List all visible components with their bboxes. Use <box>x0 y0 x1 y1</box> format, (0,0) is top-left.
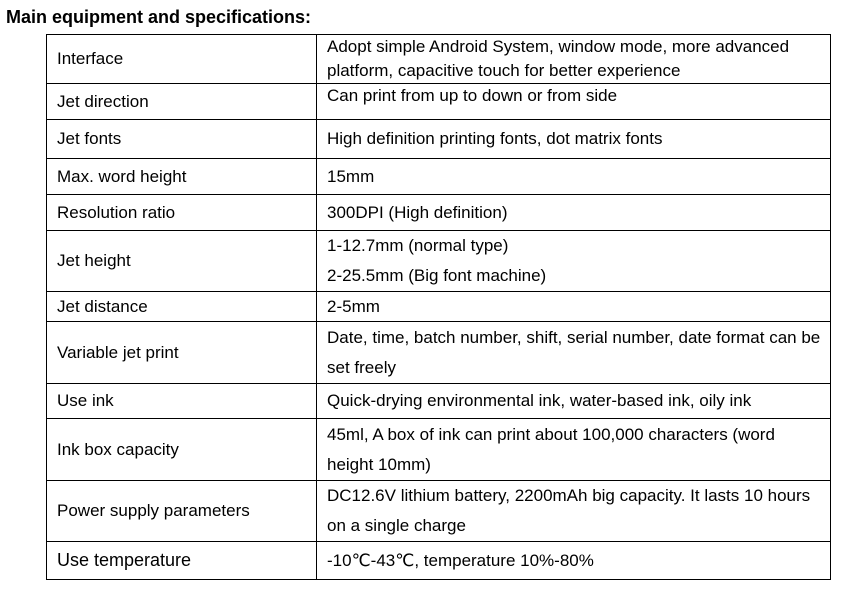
spec-value-line: 1-12.7mm (normal type) <box>327 236 509 255</box>
spec-value <box>317 195 831 231</box>
spec-label: Interface <box>47 35 317 84</box>
spec-label: Max. word height <box>47 159 317 195</box>
table-row <box>47 322 831 384</box>
table-row <box>47 542 831 580</box>
table-row <box>47 195 831 231</box>
spec-value <box>317 542 831 580</box>
spec-label: Resolution ratio <box>47 195 317 231</box>
spec-value-line: Quick-drying environmental ink, water-based ink, oily ink <box>327 391 752 410</box>
spec-value <box>317 292 831 322</box>
spec-value <box>317 120 831 159</box>
spec-value <box>317 159 831 195</box>
page-heading: Main equipment and specifications: <box>6 7 312 27</box>
spec-label: Power supply parameters <box>47 481 317 542</box>
spec-value-line: 2-5mm <box>327 296 380 316</box>
spec-value-line: 300DPI (High definition) <box>327 202 508 222</box>
spec-value <box>317 84 831 120</box>
spec-label: Use ink <box>47 384 317 419</box>
table-row <box>47 84 831 120</box>
spec-value-line: 45ml, A box of ink can print about 100,000 characters (word height 10mm) <box>327 424 775 474</box>
spec-label: Jet fonts <box>47 120 317 159</box>
spec-value <box>317 322 831 384</box>
table-row <box>47 120 831 159</box>
table-row <box>47 481 831 542</box>
spec-value <box>317 419 831 481</box>
table-row <box>47 384 831 419</box>
spec-value-line: High definition printing fonts, dot matrix fonts <box>327 129 663 148</box>
table-row <box>47 292 831 322</box>
table-row <box>47 159 831 195</box>
spec-value-line: Can print from up to down or from side <box>327 86 618 105</box>
spec-value-line: -10℃-43℃, temperature 10%-80% <box>327 550 594 570</box>
spec-value-line: 15mm <box>327 166 375 186</box>
spec-label: Variable jet print <box>47 322 317 384</box>
table-row <box>47 231 831 292</box>
table-row <box>47 35 831 84</box>
specifications-table <box>46 34 831 580</box>
spec-value-line: 2-25.5mm (Big font machine) <box>327 266 547 285</box>
spec-value-line: DC12.6V lithium battery, 2200mAh big capacity. It lasts 10 hours on a single charge <box>327 486 811 535</box>
spec-value-line: Adopt simple Android System, window mode, more advanced platform, capacitive touch for better experience <box>327 37 790 80</box>
spec-value <box>317 384 831 419</box>
spec-label: Jet height <box>47 231 317 292</box>
spec-label: Jet direction <box>47 84 317 120</box>
spec-value <box>317 35 831 84</box>
spec-label: Use temperature <box>47 542 317 580</box>
spec-label: Ink box capacity <box>47 419 317 481</box>
spec-value-line: Date, time, batch number, shift, serial number, date format can be set freely <box>327 327 821 377</box>
spec-label: Jet distance <box>47 292 317 322</box>
table-row <box>47 419 831 481</box>
spec-value <box>317 231 831 292</box>
spec-value <box>317 481 831 542</box>
